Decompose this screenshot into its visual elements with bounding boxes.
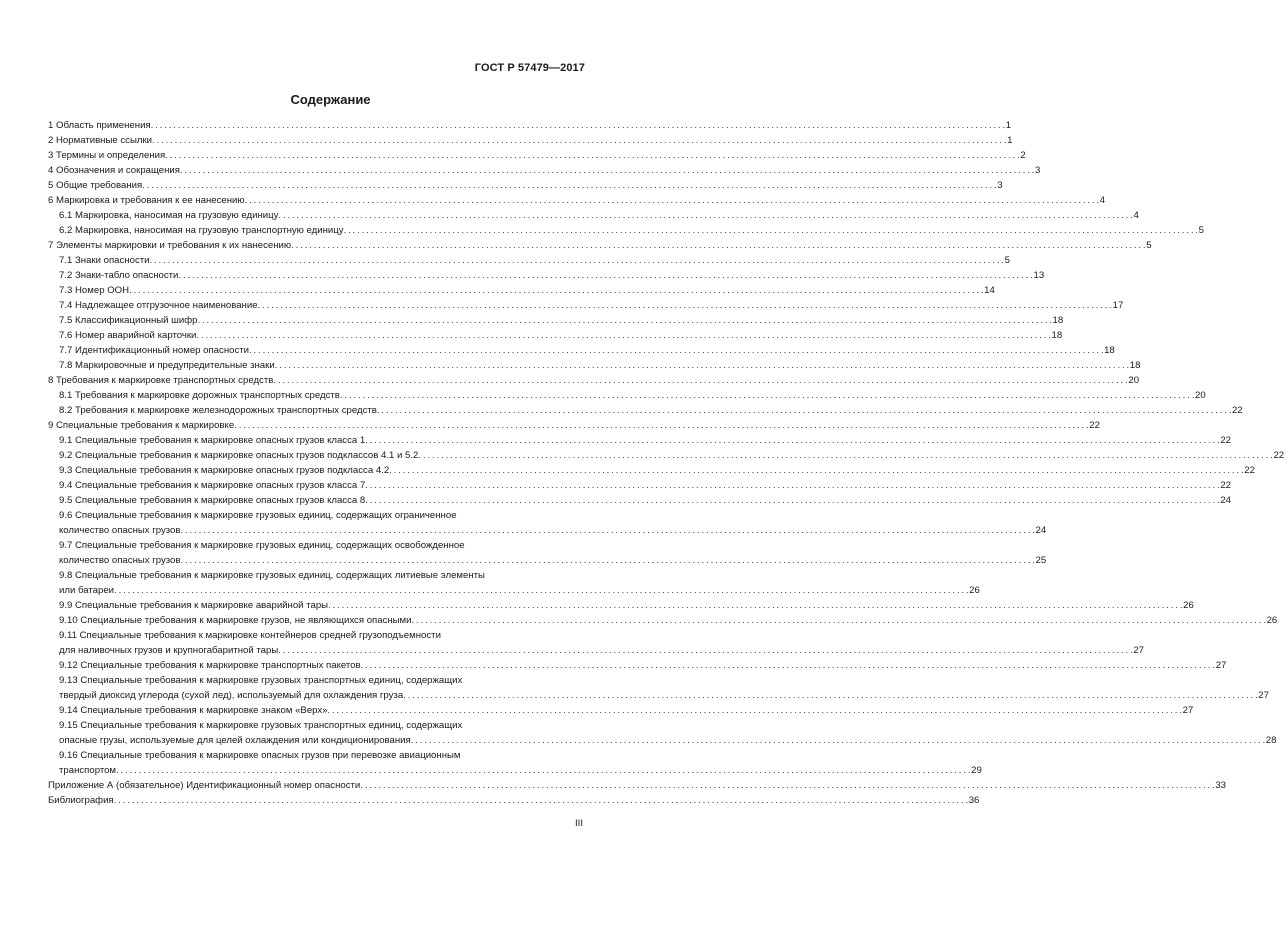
leader-dots — [418, 448, 1272, 463]
toc-entry-text: 9.14 Специальные требования к маркировке знаком «Верх» — [59, 705, 328, 716]
toc-entry-9[interactable] — [48, 418, 1100, 433]
toc-entry-7[interactable] — [48, 238, 1152, 253]
toc-entry-7-5[interactable] — [48, 313, 1064, 328]
toc-entry-text: 7.8 Маркировочные и предупредительные знаки — [59, 360, 275, 371]
toc-entry-7-3[interactable] — [48, 283, 995, 298]
toc-entry-page: 33 — [1215, 780, 1227, 791]
toc-entry-text: 9.8 Специальные требования к маркировке грузовых единиц, содержащих литиевые элементы — [59, 570, 485, 581]
toc-entry-text: 9.7 Специальные требования к маркировке грузовых единиц, содержащих освобожденное — [59, 540, 465, 551]
toc-entry-text: 7.1 Знаки опасности — [59, 255, 150, 266]
toc-entry-7-4[interactable] — [48, 298, 1124, 313]
toc-entry-page: 20 — [1194, 390, 1206, 401]
page-number: III — [575, 818, 583, 829]
toc-entry-text: 9.9 Специальные требования к маркировке аварийной тары — [59, 600, 329, 611]
leader-dots — [234, 418, 1088, 433]
leader-dots — [411, 733, 1265, 748]
toc-entry-text: 7.3 Номер ООН — [59, 285, 130, 296]
leader-dots — [278, 643, 1132, 658]
toc-entry-text: 6.2 Маркировка, наносимая на грузовую транспортную единицу — [59, 225, 344, 236]
toc-entry-8[interactable] — [48, 373, 1140, 388]
leader-dots — [258, 298, 1112, 313]
leader-dots — [142, 178, 996, 193]
leader-dots — [180, 553, 1034, 568]
page-title: Содержание — [290, 92, 371, 107]
leader-dots — [278, 208, 1132, 223]
toc-entry-text: Библиография — [48, 795, 114, 806]
toc-entry-7-8[interactable] — [48, 358, 1141, 373]
leader-dots — [180, 523, 1034, 538]
toc-entry-9-10[interactable] — [48, 613, 1278, 628]
leader-dots — [197, 313, 1051, 328]
leader-dots — [245, 193, 1099, 208]
toc-entry-6-1[interactable] — [48, 208, 1139, 223]
toc-entry-page: 5 — [1004, 255, 1010, 266]
leader-dots — [365, 478, 1219, 493]
toc-entry-bibliography[interactable] — [48, 793, 980, 808]
leader-dots — [291, 238, 1145, 253]
standard-code: ГОСТ Р 57479—2017 — [474, 62, 585, 74]
toc-entry-9-7[interactable] — [48, 538, 1047, 568]
toc-entry-9-13[interactable] — [48, 673, 1269, 703]
toc-entry-1[interactable] — [48, 118, 1012, 133]
leader-dots — [360, 778, 1214, 793]
toc-entry-9-8[interactable] — [48, 568, 980, 598]
toc-entry-9-4[interactable] — [48, 478, 1231, 493]
toc-entry-9-11[interactable] — [48, 628, 1144, 658]
leader-dots — [328, 598, 1182, 613]
toc-entry-text-continued: транспортом — [59, 765, 117, 776]
toc-entry-page: 2 — [1020, 150, 1026, 161]
toc-entry-9-5[interactable] — [48, 493, 1231, 508]
toc-entry-page: 18 — [1051, 330, 1063, 341]
toc-entry-9-3[interactable] — [48, 463, 1255, 478]
toc-entry-page: 18 — [1052, 315, 1064, 326]
toc-entry-text: 9.4 Специальные требования к маркировке опасных грузов класса 7 — [59, 480, 366, 491]
toc-entry-9-16[interactable] — [48, 748, 982, 778]
leader-dots — [151, 118, 1005, 133]
toc-entry-page: 26 — [969, 585, 980, 596]
leader-dots — [389, 463, 1243, 478]
toc-entry-page: 27 — [1258, 690, 1269, 701]
leader-dots — [180, 163, 1034, 178]
toc-entry-text: 9.16 Специальные требования к маркировке опасных грузов при перевозке авиационным — [59, 750, 461, 761]
toc-entry-page: 22 — [1089, 420, 1100, 431]
toc-entry-text-continued: опасные грузы, используемые для целей охлаждения или кондиционирования — [59, 735, 411, 746]
toc-entry-page: 22 — [1220, 480, 1231, 491]
toc-entry-text: 6.1 Маркировка, наносимая на грузовую единицу — [59, 210, 279, 221]
toc-entry-text: 7.5 Классификационный шифр — [59, 315, 198, 326]
toc-entry-page: 1 — [1007, 135, 1013, 146]
toc-entry-8-1[interactable] — [48, 388, 1206, 403]
toc-entry-page: 26 — [1266, 615, 1278, 626]
toc-entry-text-continued: для наливочных грузов и крупногабаритной тары — [59, 645, 279, 656]
leader-dots — [273, 373, 1127, 388]
toc-entry-9-12[interactable] — [48, 658, 1227, 673]
toc-entry-page: 36 — [968, 795, 980, 806]
leader-dots — [275, 358, 1129, 373]
toc-entry-page: 27 — [1215, 660, 1227, 671]
toc-entry-text: 7.7 Идентификационный номер опасности — [59, 345, 249, 356]
toc-entry-text: 9.15 Специальные требования к маркировке грузовых транспортных единиц, содержащих — [59, 720, 463, 731]
toc-entry-2[interactable] — [48, 133, 1013, 148]
toc-entry-text: 7.6 Номер аварийной карточки — [59, 330, 197, 341]
leader-dots — [178, 268, 1032, 283]
toc-entry-text-continued: твердый диоксид углерода (сухой лед), используемый для охлаждения груза — [59, 690, 404, 701]
toc-entry-page: 22 — [1220, 435, 1231, 446]
leader-dots — [114, 793, 968, 808]
toc-entry-page: 22 — [1273, 450, 1284, 461]
leader-dots — [249, 343, 1103, 358]
toc-entry-page: 27 — [1182, 705, 1194, 716]
table-of-contents — [48, 118, 1284, 808]
toc-entry-8-2[interactable] — [48, 403, 1243, 418]
toc-entry-text-continued: или батареи — [59, 585, 115, 596]
toc-entry-6[interactable] — [48, 193, 1106, 208]
leader-dots — [412, 613, 1266, 628]
toc-entry-page: 14 — [984, 285, 995, 296]
leader-dots — [196, 328, 1050, 343]
toc-entry-text: 6 Маркировка и требования к ее нанесению — [48, 195, 245, 206]
toc-entry-text: 9.3 Специальные требования к маркировке опасных грузов подкласса 4.2 — [59, 465, 390, 476]
toc-entry-page: 22 — [1231, 405, 1243, 416]
leader-dots — [114, 583, 968, 598]
leader-dots — [328, 703, 1182, 718]
toc-entry-text: 9.5 Специальные требования к маркировке опасных грузов класса 8 — [59, 495, 366, 506]
toc-entry-page: 4 — [1133, 210, 1139, 221]
toc-entry-text: 4 Обозначения и сокращения — [48, 165, 180, 176]
leader-dots — [150, 253, 1004, 268]
toc-entry-text: 2 Нормативные ссылки — [48, 135, 153, 146]
toc-entry-9-9[interactable] — [48, 598, 1194, 613]
toc-entry-text: 8 Требования к маркировке транспортных средств — [48, 375, 274, 386]
leader-dots — [129, 283, 983, 298]
toc-entry-page: 24 — [1220, 495, 1231, 506]
toc-entry-9-15[interactable] — [48, 718, 1277, 748]
toc-entry-3[interactable] — [48, 148, 1026, 163]
toc-entry-page: 29 — [971, 765, 982, 776]
toc-entry-text: 7.2 Знаки-табло опасности — [59, 270, 179, 281]
toc-entry-page: 27 — [1133, 645, 1144, 656]
toc-entry-text: 9.6 Специальные требования к маркировке грузовых единиц, содержащих ограниченное — [59, 510, 457, 521]
toc-entry-text-continued: количество опасных грузов — [59, 525, 181, 536]
leader-dots — [365, 493, 1219, 508]
toc-entry-page: 24 — [1035, 525, 1047, 536]
toc-entry-text: 9.2 Специальные требования к маркировке опасных грузов подклассов 4.1 и 5.2 — [59, 450, 419, 461]
toc-entry-text: Приложение А (обязательное) Идентификационный номер опасности — [48, 780, 361, 791]
toc-entry-text: 8.2 Требования к маркировке железнодорожных транспортных средств — [59, 405, 377, 416]
toc-entry-page: 26 — [1183, 600, 1194, 611]
toc-entry-page: 22 — [1244, 465, 1255, 476]
toc-entry-text: 9 Специальные требования к маркировке — [48, 420, 235, 431]
toc-entry-9-2[interactable] — [48, 448, 1284, 463]
leader-dots — [340, 388, 1194, 403]
toc-entry-7-1[interactable] — [48, 253, 1010, 268]
toc-entry-page: 25 — [1035, 555, 1047, 566]
toc-entry-text: 9.10 Специальные требования к маркировке грузов, не являющихся опасными — [59, 615, 412, 626]
toc-entry-text: 9.12 Специальные требования к маркировке транспортных пакетов — [59, 660, 361, 671]
leader-dots — [116, 763, 970, 778]
leader-dots — [361, 658, 1215, 673]
toc-entry-7-6[interactable] — [48, 328, 1063, 343]
toc-entry-4[interactable] — [48, 163, 1041, 178]
toc-entry-7-7[interactable] — [48, 343, 1115, 358]
toc-entry-9-14[interactable] — [48, 703, 1194, 718]
toc-entry-text: 9.1 Специальные требования к маркировке опасных грузов класса 1 — [59, 435, 366, 446]
toc-entry-text: 5 Общие требования — [48, 180, 143, 191]
toc-entry-page: 28 — [1265, 735, 1277, 746]
toc-entry-text: 7.4 Надлежащее отгрузочное наименование — [59, 300, 258, 311]
toc-entry-page: 3 — [997, 180, 1003, 191]
toc-entry-page: 18 — [1129, 360, 1141, 371]
toc-entry-page: 18 — [1104, 345, 1115, 356]
leader-dots — [377, 403, 1231, 418]
toc-entry-page: 5 — [1146, 240, 1152, 251]
toc-entry-text: 7 Элементы маркировки и требования к их нанесению — [48, 240, 292, 251]
toc-entry-6-2[interactable] — [48, 223, 1204, 238]
toc-entry-page: 3 — [1035, 165, 1041, 176]
leader-dots — [365, 433, 1219, 448]
toc-entry-text-continued: количество опасных грузов — [59, 555, 181, 566]
leader-dots — [152, 133, 1006, 148]
toc-entry-appendix-a[interactable] — [48, 778, 1227, 793]
toc-entry-page: 13 — [1033, 270, 1045, 281]
toc-entry-page: 5 — [1198, 225, 1204, 236]
toc-entry-page: 20 — [1128, 375, 1140, 386]
leader-dots — [403, 688, 1257, 703]
toc-entry-text: 1 Область применения — [48, 120, 151, 131]
toc-entry-7-2[interactable] — [48, 268, 1045, 283]
toc-entry-page: 1 — [1005, 120, 1012, 131]
toc-entry-text: 3 Термины и определения — [48, 150, 166, 161]
toc-entry-text: 8.1 Требования к маркировке дорожных транспортных средств — [59, 390, 340, 401]
toc-entry-page: 17 — [1112, 300, 1124, 311]
toc-entry-page: 4 — [1099, 195, 1106, 206]
toc-entry-9-6[interactable] — [48, 508, 1047, 538]
toc-entry-9-1[interactable] — [48, 433, 1231, 448]
toc-entry-5[interactable] — [48, 178, 1003, 193]
leader-dots — [344, 223, 1198, 238]
toc-entry-text: 9.11 Специальные требования к маркировке контейнеров средней грузоподъемности — [59, 630, 441, 641]
leader-dots — [165, 148, 1019, 163]
toc-entry-text: 9.13 Специальные требования к маркировке грузовых транспортных единиц, содержащих — [59, 675, 463, 686]
